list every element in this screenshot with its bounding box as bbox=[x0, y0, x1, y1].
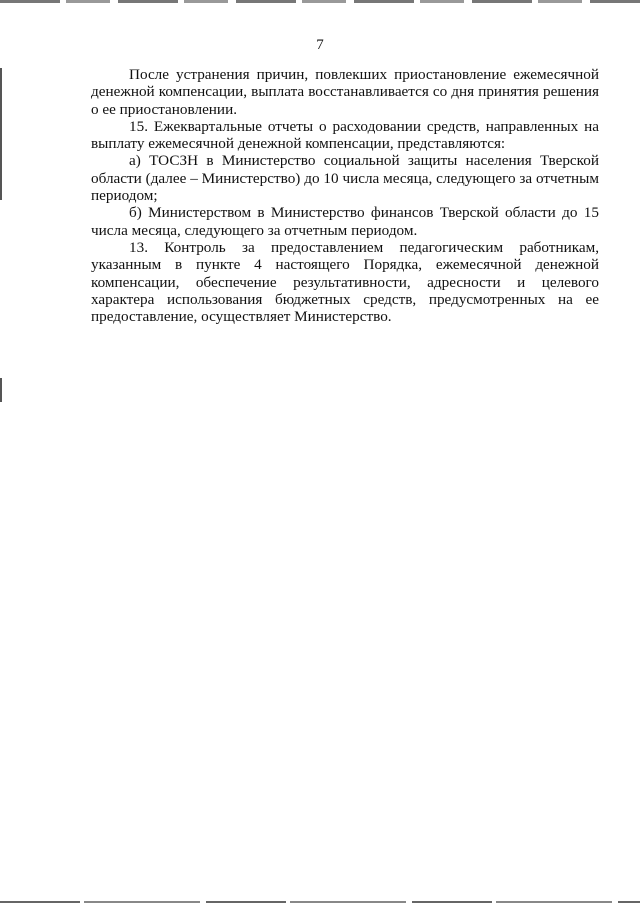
paragraph-resumption: После устранения причин, повлекших приостановление ежемесячной денежной компенсации, выплата восстанавливается со дня принятия решения о ее приостановлении. bbox=[91, 66, 599, 118]
scan-edge-top bbox=[0, 0, 640, 3]
document-body bbox=[91, 66, 599, 325]
scan-edge-bottom bbox=[0, 901, 640, 903]
scan-edge-left bbox=[0, 68, 2, 200]
scan-edge-left bbox=[0, 378, 2, 402]
paragraph-item-15: 15. Ежеквартальные отчеты о расходовании средств, направленных на выплату ежемесячной денежной компенсации, представляются: bbox=[91, 117, 599, 153]
paragraph-item-13: 13. Контроль за предоставлением педагогическим работникам, указанным в пункте 4 настоящего Порядка, ежемесячной денежной компенсации, обеспечение результативности, адресности и целевого характера использования бюджетных средств, предусмотренных на ее предоставление, осуществляет Министерство. bbox=[91, 238, 599, 326]
paragraph-item-15b: б) Министерством в Министерство финансов Тверской области до 15 числа месяца, следующего за отчетным периодом. bbox=[91, 204, 599, 239]
paragraph-item-15a: а) ТОСЗН в Министерство социальной защиты населения Тверской области (далее – Министерство) до 10 числа месяца, следующего за отчетным периодом; bbox=[91, 152, 599, 205]
page-number: 7 bbox=[316, 37, 324, 53]
